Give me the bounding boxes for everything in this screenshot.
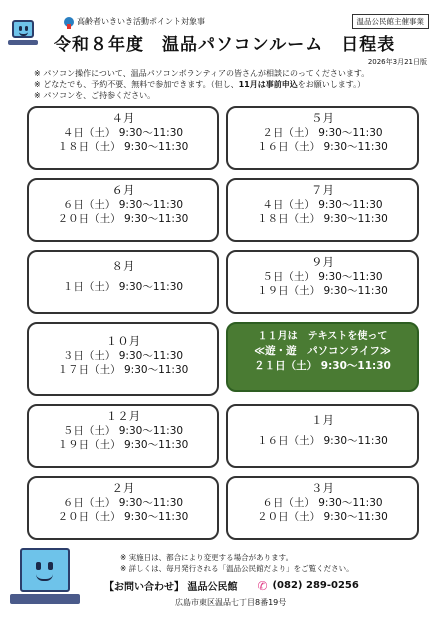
edition-date: 2026年3月21日版 xyxy=(367,58,427,66)
date-line: １９日（土） 9:30～11:30 xyxy=(57,439,189,451)
date-line: １７日（土） 9:30～11:30 xyxy=(57,364,189,376)
address: 広島市東区温品七丁目8番19号 xyxy=(175,598,287,607)
laptop-mascot-icon xyxy=(8,20,38,50)
card-june xyxy=(27,178,219,242)
month-label: ２月 xyxy=(111,481,135,495)
month-label: ９月 xyxy=(311,255,334,269)
card-october xyxy=(27,322,219,396)
date-line: ２０日（土） 9:30～11:30 xyxy=(257,511,388,523)
date-line: １６日（土） 9:30～11:30 xyxy=(257,435,388,447)
note-line: ※ パソコンを、ご持参ください。 xyxy=(34,91,156,100)
date-line: ４日（土） 9:30～11:30 xyxy=(262,199,383,211)
date-line: ２０日（土） 9:30～11:30 xyxy=(57,213,189,225)
date-line: ６日（土） 9:30～11:30 xyxy=(62,199,184,211)
page-title: 令和８年度 温品パソコンルーム 日程表 xyxy=(54,35,396,55)
card-may xyxy=(226,106,419,170)
date-line: ２日（土） 9:30～11:30 xyxy=(262,127,383,139)
date-line: １８日（土） 9:30～11:30 xyxy=(57,141,189,153)
footer-notes xyxy=(120,552,354,574)
date-line: ６日（土） 9:30～11:30 xyxy=(62,497,184,509)
card-march xyxy=(226,476,419,540)
point-badge-icon xyxy=(64,17,74,27)
date-line: １日（土） 9:30～11:30 xyxy=(62,281,184,293)
subtitle-row xyxy=(64,16,205,27)
month-label: ７月 xyxy=(311,183,334,197)
contact-label: 【お問い合わせ】 温品公民館 xyxy=(104,582,238,593)
card-february xyxy=(27,476,219,540)
date-line: ５日（土） 9:30～11:30 xyxy=(262,271,383,283)
month-label: ５月 xyxy=(311,111,334,125)
date-line: ２１日（土） 9:30～11:30 xyxy=(254,360,391,372)
footer-note: ※ 実施日は、都合により変更する場合があります。 xyxy=(120,553,294,562)
notes xyxy=(34,68,369,101)
month-label: ３月 xyxy=(311,481,334,495)
date-line: ３日（土） 9:30～11:30 xyxy=(62,350,184,362)
month-label: １２月 xyxy=(105,409,141,423)
card-january xyxy=(226,404,419,468)
card-september xyxy=(226,250,419,314)
note-line: ※ パソコン操作について、温品パソコンボランティアの皆さんが相談にのってくださいます。 xyxy=(34,69,370,78)
contact-info xyxy=(104,578,359,593)
date-line: ４日（土） 9:30～11:30 xyxy=(62,127,184,139)
card-july xyxy=(226,178,419,242)
laptop-mascot-icon xyxy=(10,548,80,608)
card-november xyxy=(226,322,419,392)
month-label: ４月 xyxy=(111,111,135,125)
month-label: １月 xyxy=(311,413,334,427)
november-intro: １１月は テキストを使って xyxy=(257,331,388,342)
subtitle: 高齢者いきいき活動ポイント対象事 xyxy=(77,17,205,26)
date-line: １９日（土） 9:30～11:30 xyxy=(257,285,388,297)
month-label: ６月 xyxy=(111,183,135,197)
note-line: ※ どなたでも、予約不要、無料で参加できます。（但し、11月は事前申込をお願いします。） xyxy=(34,80,366,89)
organizer-badge: 温品公民館主催事業 xyxy=(352,14,430,29)
footer-note: ※ 詳しくは、毎月発行される「温品公民館だより」をご覧ください。 xyxy=(120,564,354,573)
phone-icon: ✆ xyxy=(257,578,268,593)
november-course-title: ≪遊・遊 パソコンライフ≫ xyxy=(254,345,391,357)
card-august xyxy=(27,250,219,314)
card-december xyxy=(27,404,219,468)
month-label: ８月 xyxy=(111,259,135,273)
date-line: １８日（土） 9:30～11:30 xyxy=(257,213,388,225)
date-line: １６日（土） 9:30～11:30 xyxy=(257,141,388,153)
phone-number: (082) 289-0256 xyxy=(272,580,359,591)
month-label: １０月 xyxy=(105,334,141,348)
date-line: ５日（土） 9:30～11:30 xyxy=(62,425,184,437)
card-april xyxy=(27,106,219,170)
date-line: ６日（土） 9:30～11:30 xyxy=(262,497,383,509)
date-line: ２０日（土） 9:30～11:30 xyxy=(57,511,189,523)
